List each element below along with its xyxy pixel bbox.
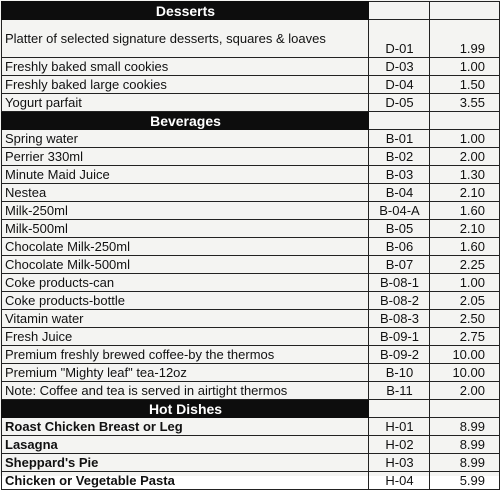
item-name: Chocolate Milk-250ml (2, 238, 369, 256)
item-name: Milk-250ml (2, 202, 369, 220)
item-price: 1.00 (430, 274, 500, 292)
item-name: Chicken or Vegetable Pasta (2, 472, 369, 490)
item-code: B-08-3 (369, 310, 430, 328)
menu-table (1, 1, 500, 490)
item-code: B-08-2 (369, 292, 430, 310)
item-name: Sheppard's Pie (2, 454, 369, 472)
item-name: Perrier 330ml (2, 148, 369, 166)
item-code: B-07 (369, 256, 430, 274)
item-name: Platter of selected signature desserts, squares & loaves (2, 20, 369, 58)
section-title: Hot Dishes (2, 400, 369, 418)
item-price: 1.99 (430, 20, 500, 58)
item-name: Milk-500ml (2, 220, 369, 238)
item-name: Vitamin water (2, 310, 369, 328)
item-price: 1.00 (430, 130, 500, 148)
item-code: B-10 (369, 364, 430, 382)
menu-row (2, 274, 500, 292)
item-code: D-04 (369, 76, 430, 94)
item-name: Yogurt parfait (2, 94, 369, 112)
item-price: 8.99 (430, 418, 500, 436)
menu-row (2, 184, 500, 202)
item-code: B-09-2 (369, 346, 430, 364)
menu-row (2, 166, 500, 184)
item-price: 1.50 (430, 76, 500, 94)
item-price: 2.00 (430, 382, 500, 400)
item-name: Note: Coffee and tea is served in airtight thermos (2, 382, 369, 400)
item-price: 2.00 (430, 148, 500, 166)
item-code: D-01 (369, 20, 430, 58)
item-price: 2.05 (430, 292, 500, 310)
menu-row (2, 454, 500, 472)
menu-row (2, 238, 500, 256)
item-price: 8.99 (430, 454, 500, 472)
menu-row (2, 20, 500, 58)
item-price: 1.60 (430, 202, 500, 220)
item-name: Roast Chicken Breast or Leg (2, 418, 369, 436)
item-name: Premium "Mighty leaf" tea-12oz (2, 364, 369, 382)
item-name: Minute Maid Juice (2, 166, 369, 184)
item-price: 1.30 (430, 166, 500, 184)
section-title: Beverages (2, 112, 369, 130)
item-code: B-01 (369, 130, 430, 148)
section-header-beverages (2, 112, 500, 130)
menu-row (2, 94, 500, 112)
menu-row (2, 472, 500, 490)
item-price: 3.55 (430, 94, 500, 112)
item-price: 8.99 (430, 436, 500, 454)
item-code: B-04 (369, 184, 430, 202)
item-name: Fresh Juice (2, 328, 369, 346)
item-code: H-03 (369, 454, 430, 472)
menu-row (2, 310, 500, 328)
item-name: Spring water (2, 130, 369, 148)
item-code: B-09-1 (369, 328, 430, 346)
item-name: Nestea (2, 184, 369, 202)
menu-row (2, 382, 500, 400)
item-price: 2.10 (430, 184, 500, 202)
item-code: H-04 (369, 472, 430, 490)
menu-row (2, 130, 500, 148)
menu-row (2, 292, 500, 310)
menu-row (2, 220, 500, 238)
item-price: 2.10 (430, 220, 500, 238)
menu-row (2, 328, 500, 346)
section-header-hot-dishes (2, 400, 500, 418)
item-price: 1.00 (430, 58, 500, 76)
item-price: 5.99 (430, 472, 500, 490)
item-code: B-06 (369, 238, 430, 256)
item-code: B-03 (369, 166, 430, 184)
item-price: 1.60 (430, 238, 500, 256)
item-name: Coke products-bottle (2, 292, 369, 310)
menu-row (2, 418, 500, 436)
item-price: 10.00 (430, 346, 500, 364)
item-code: B-05 (369, 220, 430, 238)
item-price: 2.25 (430, 256, 500, 274)
item-code: B-02 (369, 148, 430, 166)
item-price: 2.75 (430, 328, 500, 346)
item-price: 10.00 (430, 364, 500, 382)
item-name: Freshly baked large cookies (2, 76, 369, 94)
item-code: B-08-1 (369, 274, 430, 292)
item-name: Lasagna (2, 436, 369, 454)
menu-row (2, 148, 500, 166)
section-title: Desserts (2, 2, 369, 20)
menu-row (2, 58, 500, 76)
item-code: D-03 (369, 58, 430, 76)
item-code: D-05 (369, 94, 430, 112)
menu-row (2, 346, 500, 364)
menu-row (2, 202, 500, 220)
item-code: H-02 (369, 436, 430, 454)
item-name: Freshly baked small cookies (2, 58, 369, 76)
item-name: Coke products-can (2, 274, 369, 292)
section-header-desserts (2, 2, 500, 20)
item-name: Chocolate Milk-500ml (2, 256, 369, 274)
item-code: H-01 (369, 418, 430, 436)
menu-row (2, 436, 500, 454)
item-code: B-11 (369, 382, 430, 400)
item-code: B-04-A (369, 202, 430, 220)
menu-row (2, 364, 500, 382)
menu-row (2, 76, 500, 94)
item-price: 2.50 (430, 310, 500, 328)
menu-row (2, 256, 500, 274)
item-name: Premium freshly brewed coffee-by the thermos (2, 346, 369, 364)
